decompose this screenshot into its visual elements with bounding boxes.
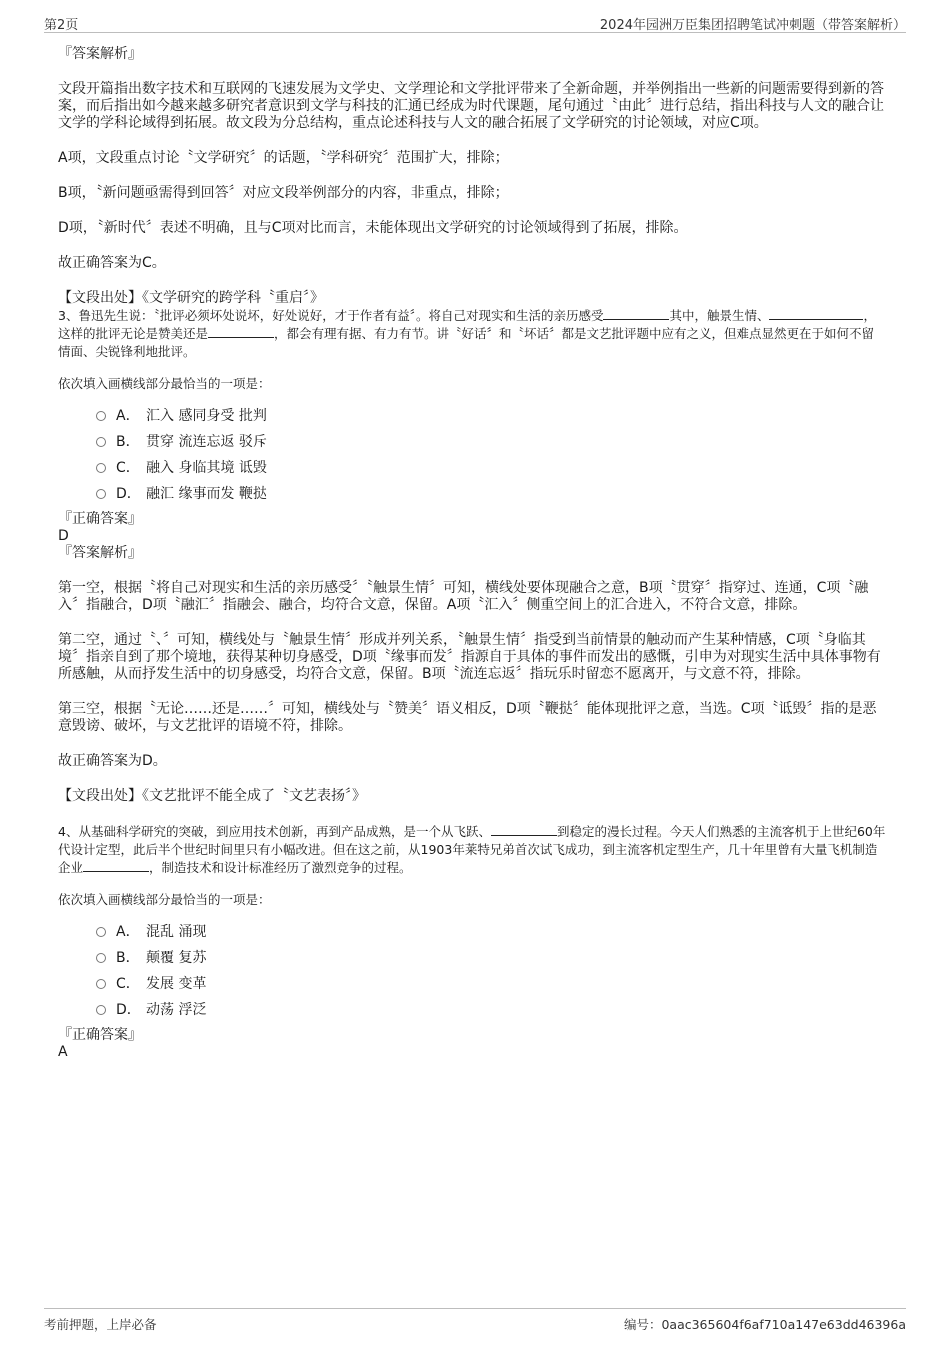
q3-analysis-para: 第三空，根据〝无论……还是……〞可知，横线处与〝赞美〞语义相反，D项〝鞭挞〞能体现批评之意，当选。C项〝诋毁〞指的是恶意毁谤、破坏，与文艺批评的语境不符，排除。 <box>58 701 877 734</box>
q3-stem-text: ，这样的批评无论是赞美还是 <box>58 308 876 341</box>
q4-options <box>96 919 886 1023</box>
radio-icon[interactable] <box>96 979 106 989</box>
q4-answer-label: 『正确答案』 <box>58 1027 142 1043</box>
q3-prompt: 依次填入画横线部分最恰当的一项是： <box>58 376 271 391</box>
q4-option-b[interactable] <box>96 945 886 971</box>
option-text: 动荡 浮泛 <box>146 1002 207 1018</box>
q2-source: 【文段出处】《文学研究的跨学科〝重启〞》 <box>58 290 324 306</box>
q4-option-d[interactable] <box>96 997 886 1023</box>
q2-conclusion: 故正确答案为C。 <box>58 255 166 271</box>
document-title: 2024年园洲万臣集团招聘笔试冲刺题（带答案解析） <box>599 18 906 33</box>
q3-option-d[interactable] <box>96 481 886 507</box>
radio-icon[interactable] <box>96 463 106 473</box>
option-text: 汇入 感同身受 批判 <box>146 408 267 424</box>
q3-stem-text: ，都会有理有据、有力有节。讲〝好话〞和〝坏话〞都是文艺批评题中应有之义，但难点显然更在于如何不留情面、尖锐锋利地批评。 <box>58 326 875 359</box>
option-text: 融汇 缘事而发 鞭挞 <box>146 486 267 502</box>
fill-blank <box>491 823 557 836</box>
q4-stem-text: 4、从基础科学研究的突破，到应用技术创新，再到产品成熟，是一个从飞跃、 <box>58 824 491 839</box>
q4-answer: A <box>58 1044 68 1060</box>
q4-stem-text: ，制造技术和设计标准经历了激烈竞争的过程。 <box>149 860 412 875</box>
q2-analysis-para: D项，〝新时代〞表述不明确，且与C项对比而言，未能体现出文学研究的讨论领域得到了拓展，排除。 <box>58 220 688 236</box>
fill-blank <box>769 307 863 320</box>
q3-answer: D <box>58 528 69 544</box>
q4-stem <box>58 823 886 877</box>
fill-blank <box>83 859 149 872</box>
q3-option-b[interactable] <box>96 429 886 455</box>
option-letter: A． <box>116 408 140 424</box>
option-letter: A． <box>116 924 140 940</box>
q3-analysis-para: 第一空，根据〝将自己对现实和生活的亲历感受〞〝触景生情〞可知，横线处要体现融合之意，B项〝贯穿〞指穿过、连通，C项〝融入〞指融合，D项〝融汇〞指融会、融合，均符合文意，保留。A项〝汇入〞侧重空间上的汇合进入，不符合文意，排除。 <box>58 580 869 613</box>
q3-stem-text: 其中，触景生情、 <box>669 308 770 323</box>
q4-stem-text: 到稳定的漫长过程。今天人们熟悉的主流客机于上世纪60年代设计定型，此后半个世纪时间里只有小幅改进。但在这之前，从1903年莱特兄弟首次试飞成功，到主流客机定型生产，几十年里曾有大量飞机制造企业 <box>58 824 886 875</box>
q3-answer-label: 『正确答案』 <box>58 511 142 527</box>
q3-stem <box>58 307 886 361</box>
radio-icon[interactable] <box>96 1005 106 1015</box>
q2-analysis-para: B项，〝新问题亟需得到回答〞对应文段举例部分的内容，非重点，排除； <box>58 185 509 201</box>
option-text: 混乱 涌现 <box>146 924 207 940</box>
q2-analysis-para: 文段开篇指出数字技术和互联网的飞速发展为文学史、文学理论和文学批评带来了全新命题，并举例指出一些新的问题需要得到新的答案，而后指出如今越来越多研究者意识到文学与科技的汇通已经成为时代课题，尾句通过〝由此〞进行总结，指出科技与人文的融合让文学的学科论域得到拓展。故文段为分总结构，重点论述科技与人文的融合拓展了文学研究的讨论领域，对应C项。 <box>58 81 884 131</box>
fill-blank <box>208 325 274 338</box>
page-content <box>58 46 886 1061</box>
option-text: 融入 身临其境 诋毁 <box>146 460 267 476</box>
q3-option-a[interactable] <box>96 403 886 429</box>
q3-analysis-para: 第二空，通过〝、〞可知，横线处与〝触景生情〞形成并列关系，〝触景生情〞指受到当前情景的触动而产生某种情感，C项〝身临其境〞指亲自到了那个境地，获得某种切身感受，D项〝缘事而发〞指源自于具体的事件而发出的感慨，引申为对现实生活中具体事物有所感触，从而抒发生活中的切身感受，均符合文意，保留。B项〝流连忘返〞指玩乐时留恋不愿离开，与文意不符，排除。 <box>58 632 881 682</box>
q3-source: 【文段出处】《文艺批评不能全成了〝文艺表扬〞》 <box>58 788 366 804</box>
q4-prompt: 依次填入画横线部分最恰当的一项是： <box>58 892 271 907</box>
radio-icon[interactable] <box>96 411 106 421</box>
radio-icon[interactable] <box>96 489 106 499</box>
q2-analysis-label: 『答案解析』 <box>58 46 142 62</box>
footer-serial: 编号：0aac365604f6af710a147e63dd46396a <box>623 1317 906 1332</box>
option-letter: C． <box>116 460 140 476</box>
option-text: 贯穿 流连忘返 驳斥 <box>146 434 267 450</box>
option-letter: D． <box>116 486 141 502</box>
q3-conclusion: 故正确答案为D。 <box>58 753 167 769</box>
page-header <box>44 12 906 33</box>
option-letter: C． <box>116 976 140 992</box>
option-text: 颠覆 复苏 <box>146 950 207 966</box>
page-number: 第2页 <box>44 18 79 33</box>
q3-option-c[interactable] <box>96 455 886 481</box>
q4-option-a[interactable] <box>96 919 886 945</box>
q3-analysis-label: 『答案解析』 <box>58 545 142 561</box>
q2-analysis-para: A项，文段重点讨论〝文学研究〞的话题，〝学科研究〞范围扩大，排除； <box>58 150 509 166</box>
footer-slogan: 考前押题，上岸必备 <box>44 1317 157 1332</box>
page-footer <box>44 1308 906 1339</box>
q4-option-c[interactable] <box>96 971 886 997</box>
option-letter: B． <box>116 950 140 966</box>
radio-icon[interactable] <box>96 437 106 447</box>
radio-icon[interactable] <box>96 953 106 963</box>
q3-stem-text: 3、鲁迅先生说：〝批评必须坏处说坏，好处说好，才于作者有益〞。将自己对现实和生活的亲历感受 <box>58 308 604 323</box>
option-text: 发展 变革 <box>146 976 207 992</box>
option-letter: D． <box>116 1002 141 1018</box>
fill-blank <box>603 307 669 320</box>
radio-icon[interactable] <box>96 927 106 937</box>
q3-options <box>96 403 886 507</box>
option-letter: B． <box>116 434 140 450</box>
